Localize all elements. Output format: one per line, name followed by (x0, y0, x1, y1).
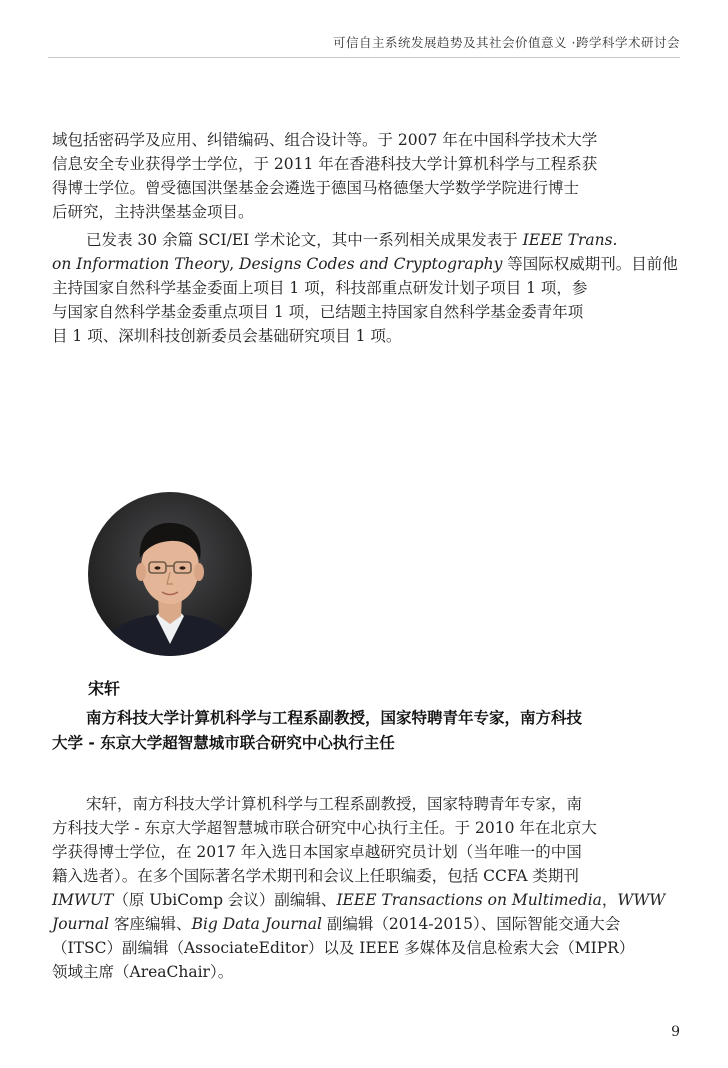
text-segment: 等国际权威期刊。目前他 (502, 255, 678, 273)
text-line: 与国家自然科学基金委重点项目 1 项，已结题主持国家自然科学基金委青年项 (52, 303, 584, 321)
journal-name: on Information Theory (52, 255, 230, 273)
text-segment: 已发表 30 余篇 SCI/EI 学术论文，其中一系列相关成果发表于 (86, 231, 523, 249)
text-segment: 客座编辑、 (109, 915, 192, 933)
person-name: 宋轩 (88, 679, 121, 698)
text-line: （ITSC）副编辑（AssociateEditor）以及 IEEE 多媒体及信息检索大会（MIPR） (52, 939, 635, 957)
journal-name: Designs Codes and Cryptography (239, 255, 503, 273)
text-segment: , (229, 255, 240, 273)
text-line: 籍入选者）。在多个国际著名学术期刊和会议上任职编委，包括 CCFA 类期刊 (52, 867, 579, 885)
text-segment: ， (601, 891, 618, 909)
text-line: 得博士学位。曾受德国洪堡基金会遴选于德国马格德堡大学数学学院进行博士 (52, 179, 580, 197)
text-line: 信息安全专业获得学士学位，于 2011 年在香港科技大学计算机科学与工程系获 (52, 155, 598, 173)
text-line: 宋轩，南方科技大学计算机科学与工程系副教授，国家特聘青年专家，南 (86, 795, 583, 813)
text-line (52, 912, 688, 936)
text-line: 目 1 项、深圳科技创新委员会基础研究项目 1 项。 (52, 327, 402, 345)
portrait-photo (88, 492, 252, 656)
running-header: 可信自主系统发展趋势及其社会价值意义 ·跨学科学术研讨会 (333, 35, 680, 50)
journal-name: IEEE Trans. (522, 231, 618, 249)
header-divider (48, 57, 680, 58)
journal-name: Journal (52, 915, 110, 933)
journal-name: IMWUT (52, 891, 114, 909)
text-segment: （原 UbiComp 会议）副编辑、 (113, 891, 337, 909)
text-segment: 副编辑（2014-2015）、国际智能交通大会 (321, 915, 621, 933)
text-line (52, 228, 688, 252)
text-line: 领域主席（AreaChair）。 (52, 963, 234, 981)
journal-name: IEEE Transactions on Multimedia (336, 891, 602, 909)
text-line (52, 252, 688, 276)
title-line: 南方科技大学计算机科学与工程系副教授，国家特聘青年专家，南方科技 (86, 709, 583, 727)
text-line: 后研究，主持洪堡基金项目。 (52, 203, 254, 221)
bio-paragraph (52, 792, 688, 984)
journal-name: WWW (617, 891, 666, 909)
journal-name: Big Data Journal (191, 915, 322, 933)
previous-bio-paragraph-2 (52, 228, 688, 348)
page-number: 9 (671, 1024, 680, 1040)
previous-bio-paragraph-1 (52, 128, 688, 224)
title-line: 大学 - 东京大学超智慧城市联合研究中心执行主任 (52, 734, 395, 752)
text-line: 域包括密码学及应用、纠错编码、组合设计等。于 2007 年在中国科学技术大学 (52, 131, 598, 149)
person-title (52, 706, 688, 756)
text-line: 主持国家自然科学基金委面上项目 1 项，科技部重点研发计划子项目 1 项，参 (52, 279, 588, 297)
text-line: 学获得博士学位，在 2017 年入选日本国家卓越研究员计划（当年唯一的中国 (52, 843, 582, 861)
text-line (52, 888, 688, 912)
portrait-illustration (88, 492, 252, 656)
text-line: 方科技大学 - 东京大学超智慧城市联合研究中心执行主任。于 2010 年在北京大 (52, 819, 597, 837)
